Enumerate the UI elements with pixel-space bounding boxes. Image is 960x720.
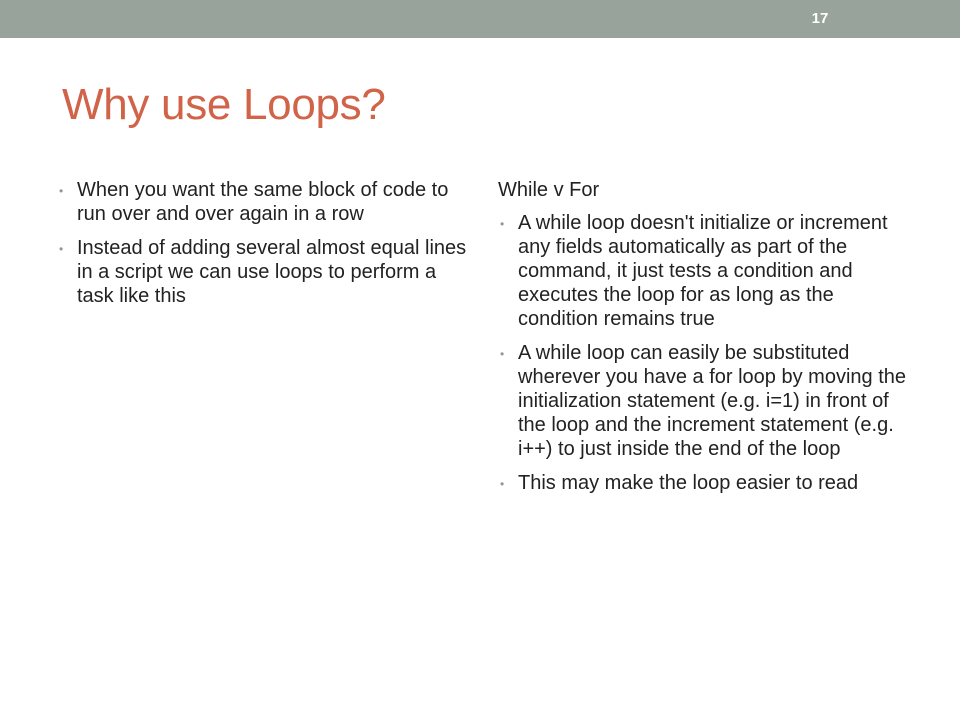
bullet-text: When you want the same block of code to run over and over again in a row (77, 179, 449, 225)
list-item (498, 341, 918, 461)
bullet-text: Instead of adding several almost equal lines in a script we can use loops to perform a task like this (77, 237, 467, 307)
bullet-text: A while loop doesn't initialize or increment any fields automatically as part of the command, it just tests a condition and executes the loop for as long as the condition remains true (518, 212, 888, 330)
list-item (57, 178, 467, 226)
bullet-icon: • (500, 477, 505, 491)
bullet-icon: • (59, 242, 64, 256)
bullet-icon: • (59, 184, 64, 198)
left-column (57, 178, 467, 318)
left-bullet-list (57, 178, 467, 308)
bullet-icon: • (500, 347, 505, 361)
right-bullet-list (498, 211, 918, 495)
bullet-icon: • (500, 217, 505, 231)
list-item (57, 236, 467, 308)
slide-number: 17 (811, 10, 829, 27)
bullet-text: This may make the loop easier to read (518, 472, 859, 494)
list-item (498, 211, 918, 331)
top-bar (0, 0, 960, 38)
right-column (498, 178, 918, 505)
bullet-text: A while loop can easily be substituted wherever you have a for loop by moving the initialization statement (e.g. i=1) in front of the loop and the increment statement (e.g. i++) to just inside the end of the loop (518, 342, 906, 460)
column-heading: While v For (498, 179, 600, 201)
slide-title: Why use Loops? (62, 80, 386, 129)
list-item (498, 471, 918, 495)
